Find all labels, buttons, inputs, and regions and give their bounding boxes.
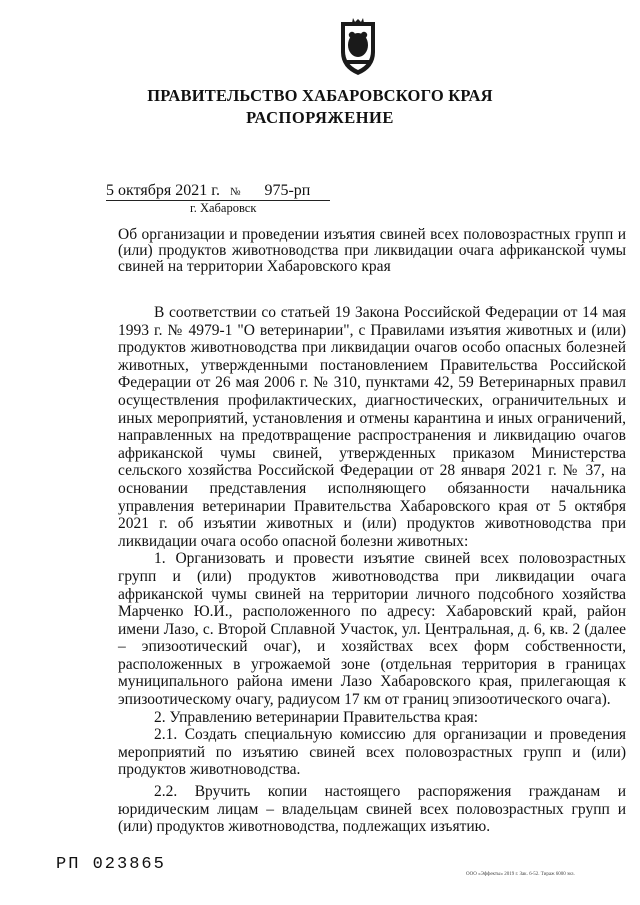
- item-2-2-paragraph: 2.2. Вручить копии настоящего распоряжения гражданам и юридическим лицам – владельцам свиней всех половозрастных групп и (или) продуктов животноводства, подлежащих изъятию.: [118, 783, 626, 836]
- item-2-1-paragraph: 2.1. Создать специальную комиссию для организации и проведения мероприятий по изъятию свиней всех половозрастных групп и (или) продуктов животноводства.: [118, 726, 626, 779]
- item-2-paragraph: 2. Управлению ветеринарии Правительства края:: [154, 708, 479, 726]
- number-sign: №: [229, 186, 241, 198]
- city: г. Хабаровск: [190, 201, 257, 215]
- organization-title: ПРАВИТЕЛЬСТВО ХАБАРОВСКОГО КРАЯ: [147, 86, 493, 105]
- document-subject: Об организации и проведении изъятия свиней всех половозрастных групп и (или) продуктов животноводства при ликвидации очага африканской чумы свиней на территории Хабаровского края: [118, 226, 626, 275]
- document-type: РАСПОРЯЖЕНИЕ: [246, 108, 394, 127]
- printer-note: ООО «Эффекты» 2019 г. Зак. 6-52. Тираж 6000 экз.: [466, 872, 575, 877]
- document-number: 975-рп: [264, 182, 311, 199]
- document-body: [118, 304, 626, 836]
- item-1-paragraph: 1. Организовать и провести изъятие свиней всех половозрастных групп и (или) продуктов животноводства при ликвидации очага африканской чумы свиней на территории личного подсобного хозяйства Марченко Ю.И., расположенного по адресу: Хабаровский край, район имени Лазо, с. Второй Сплавной Участок, ул. Центральная, д. 6, кв. 2 (далее – эпизоотический очаг), и хозяйствах всех форм собственности, расположенных в угрожаемой зоне (отдельная территория в границах муниципального района имени Лазо Хабаровского края, прилегающая к эпизоотическому очагу, радиусом 17 км от границ эпизоотического очага).: [118, 550, 626, 709]
- date-number-line: [106, 182, 320, 200]
- document-date: 5 октября 2021 г.: [106, 182, 220, 199]
- preamble-paragraph: В соответствии со статьей 19 Закона Российской Федерации от 14 мая 1993 г. № 4979-1 "О ветеринарии", с Правилами изъятия животных и (или) продуктов животноводства при ликвидации очагов особо опасных болезней животных, утвержденными постановлением Правительства Российской Федерации от 26 мая 2006 г. № 310, пунктами 42, 59 Ветеринарных правил осуществления профилактических, диагностических, ограничительных и иных мероприятий, установления и отмены карантина и иных ограничений, направленных на предотвращение распространения и ликвидацию очагов африканской чумы свиней, утвержденных приказом Министерства сельского хозяйства Российской Федерации от 28 января 2021 г. № 37, на основании представления исполняющего обязанности начальника управления ветеринарии Правительства Хабаровского края от 5 октября 2021 г. об изъятии животных и (или) продуктов животноводства при ликвидации очага особо опасной болезни животных:: [118, 304, 626, 550]
- coat-of-arms-icon: [333, 18, 383, 78]
- registration-number: РП 023865: [56, 855, 166, 874]
